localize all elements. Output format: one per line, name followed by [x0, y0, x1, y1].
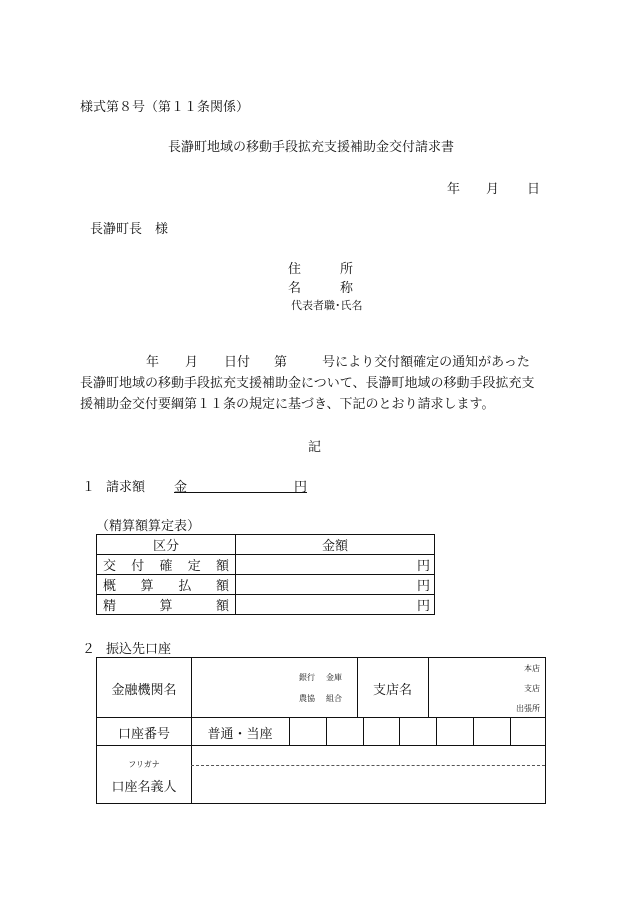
ki-heading: 記 [308, 440, 322, 455]
branch-type-shucchojo: 出張所 [516, 704, 540, 713]
amount-yen: 円 [293, 480, 307, 495]
item1-label: 請求額 [106, 480, 146, 495]
institution-label: 金融機関名 [111, 683, 177, 698]
applicant-representative-label: 代表者職･氏名 [291, 299, 363, 312]
notice-month: 月 [185, 355, 199, 370]
request-paragraph [80, 352, 554, 415]
bank-rule [363, 717, 364, 745]
bank-rule [289, 717, 290, 745]
applicant-address-label: 住 所 [288, 262, 354, 277]
date-month: 月 [486, 182, 500, 197]
item2-number: ２ [82, 642, 96, 657]
table-row [97, 595, 435, 615]
bank-account-table [96, 657, 546, 804]
branch-type-shiten: 支店 [524, 684, 540, 693]
calc-row-amount: 円 [236, 595, 435, 615]
calc-row-label: 交付確定額 [97, 555, 236, 575]
bank-rule [436, 717, 437, 745]
request-amount-field [174, 476, 307, 493]
calc-row-amount: 円 [236, 575, 435, 595]
paragraph-line-3: 援補助金交付要綱第１１条の規定に基づき、下記のとおり請求します。 [80, 397, 495, 412]
institution-type-nokyo: 農協 [299, 694, 315, 703]
institution-type-kinko: 金庫 [326, 673, 342, 682]
bank-rule [510, 717, 511, 745]
institution-type-kumiai: 組合 [326, 694, 342, 703]
account-number-label: 口座番号 [117, 727, 170, 742]
date-year: 年 [447, 182, 461, 197]
calc-table-caption: （精算額算定表） [96, 519, 201, 534]
notice-day: 日付 [224, 355, 251, 370]
account-holder-label: 口座名義人 [111, 780, 177, 795]
applicant-name-label: 名 称 [288, 281, 354, 296]
bank-rule [473, 717, 474, 745]
calc-header-amount: 金額 [236, 535, 435, 555]
notice-dai: 第 [274, 355, 288, 370]
item2-label: 振込先口座 [106, 642, 172, 657]
branch-type-honten: 本店 [524, 664, 540, 673]
branch-label: 支店名 [372, 683, 412, 698]
date-day: 日 [527, 182, 541, 197]
amount-kin: 金 [174, 480, 188, 495]
table-row [97, 555, 435, 575]
form-number: 様式第８号（第１１条関係） [80, 100, 250, 115]
calc-row-label: 精算額 [97, 595, 236, 615]
bank-rule [97, 745, 545, 746]
calc-row-label: 概算払額 [97, 575, 236, 595]
calc-table [96, 534, 435, 615]
notice-year: 年 [146, 355, 160, 370]
institution-type-bank: 銀行 [299, 673, 315, 682]
addressee: 長瀞町長 様 [90, 222, 169, 237]
furigana-divider [191, 765, 545, 766]
bank-rule [399, 717, 400, 745]
paragraph-line-1 [80, 352, 554, 373]
bank-rule [97, 717, 545, 718]
paragraph-line-2: 長瀞町地域の移動手段拡充支援補助金について、長瀞町地域の移動手段拡充支 [80, 376, 535, 391]
furigana-label: フリガナ [128, 760, 160, 769]
bank-rule [326, 717, 327, 745]
calc-header-category: 区分 [97, 535, 236, 555]
document-title: 長瀞町地域の移動手段拡充支援補助金交付請求書 [168, 140, 455, 155]
account-type: 普通・当座 [207, 727, 273, 742]
item1-number: １ [82, 480, 96, 495]
calc-table-header-row [97, 535, 435, 555]
bank-rule [428, 658, 429, 717]
table-row [97, 575, 435, 595]
calc-row-amount: 円 [236, 555, 435, 575]
notice-rest: 号により交付額確定の通知があった [322, 355, 530, 370]
